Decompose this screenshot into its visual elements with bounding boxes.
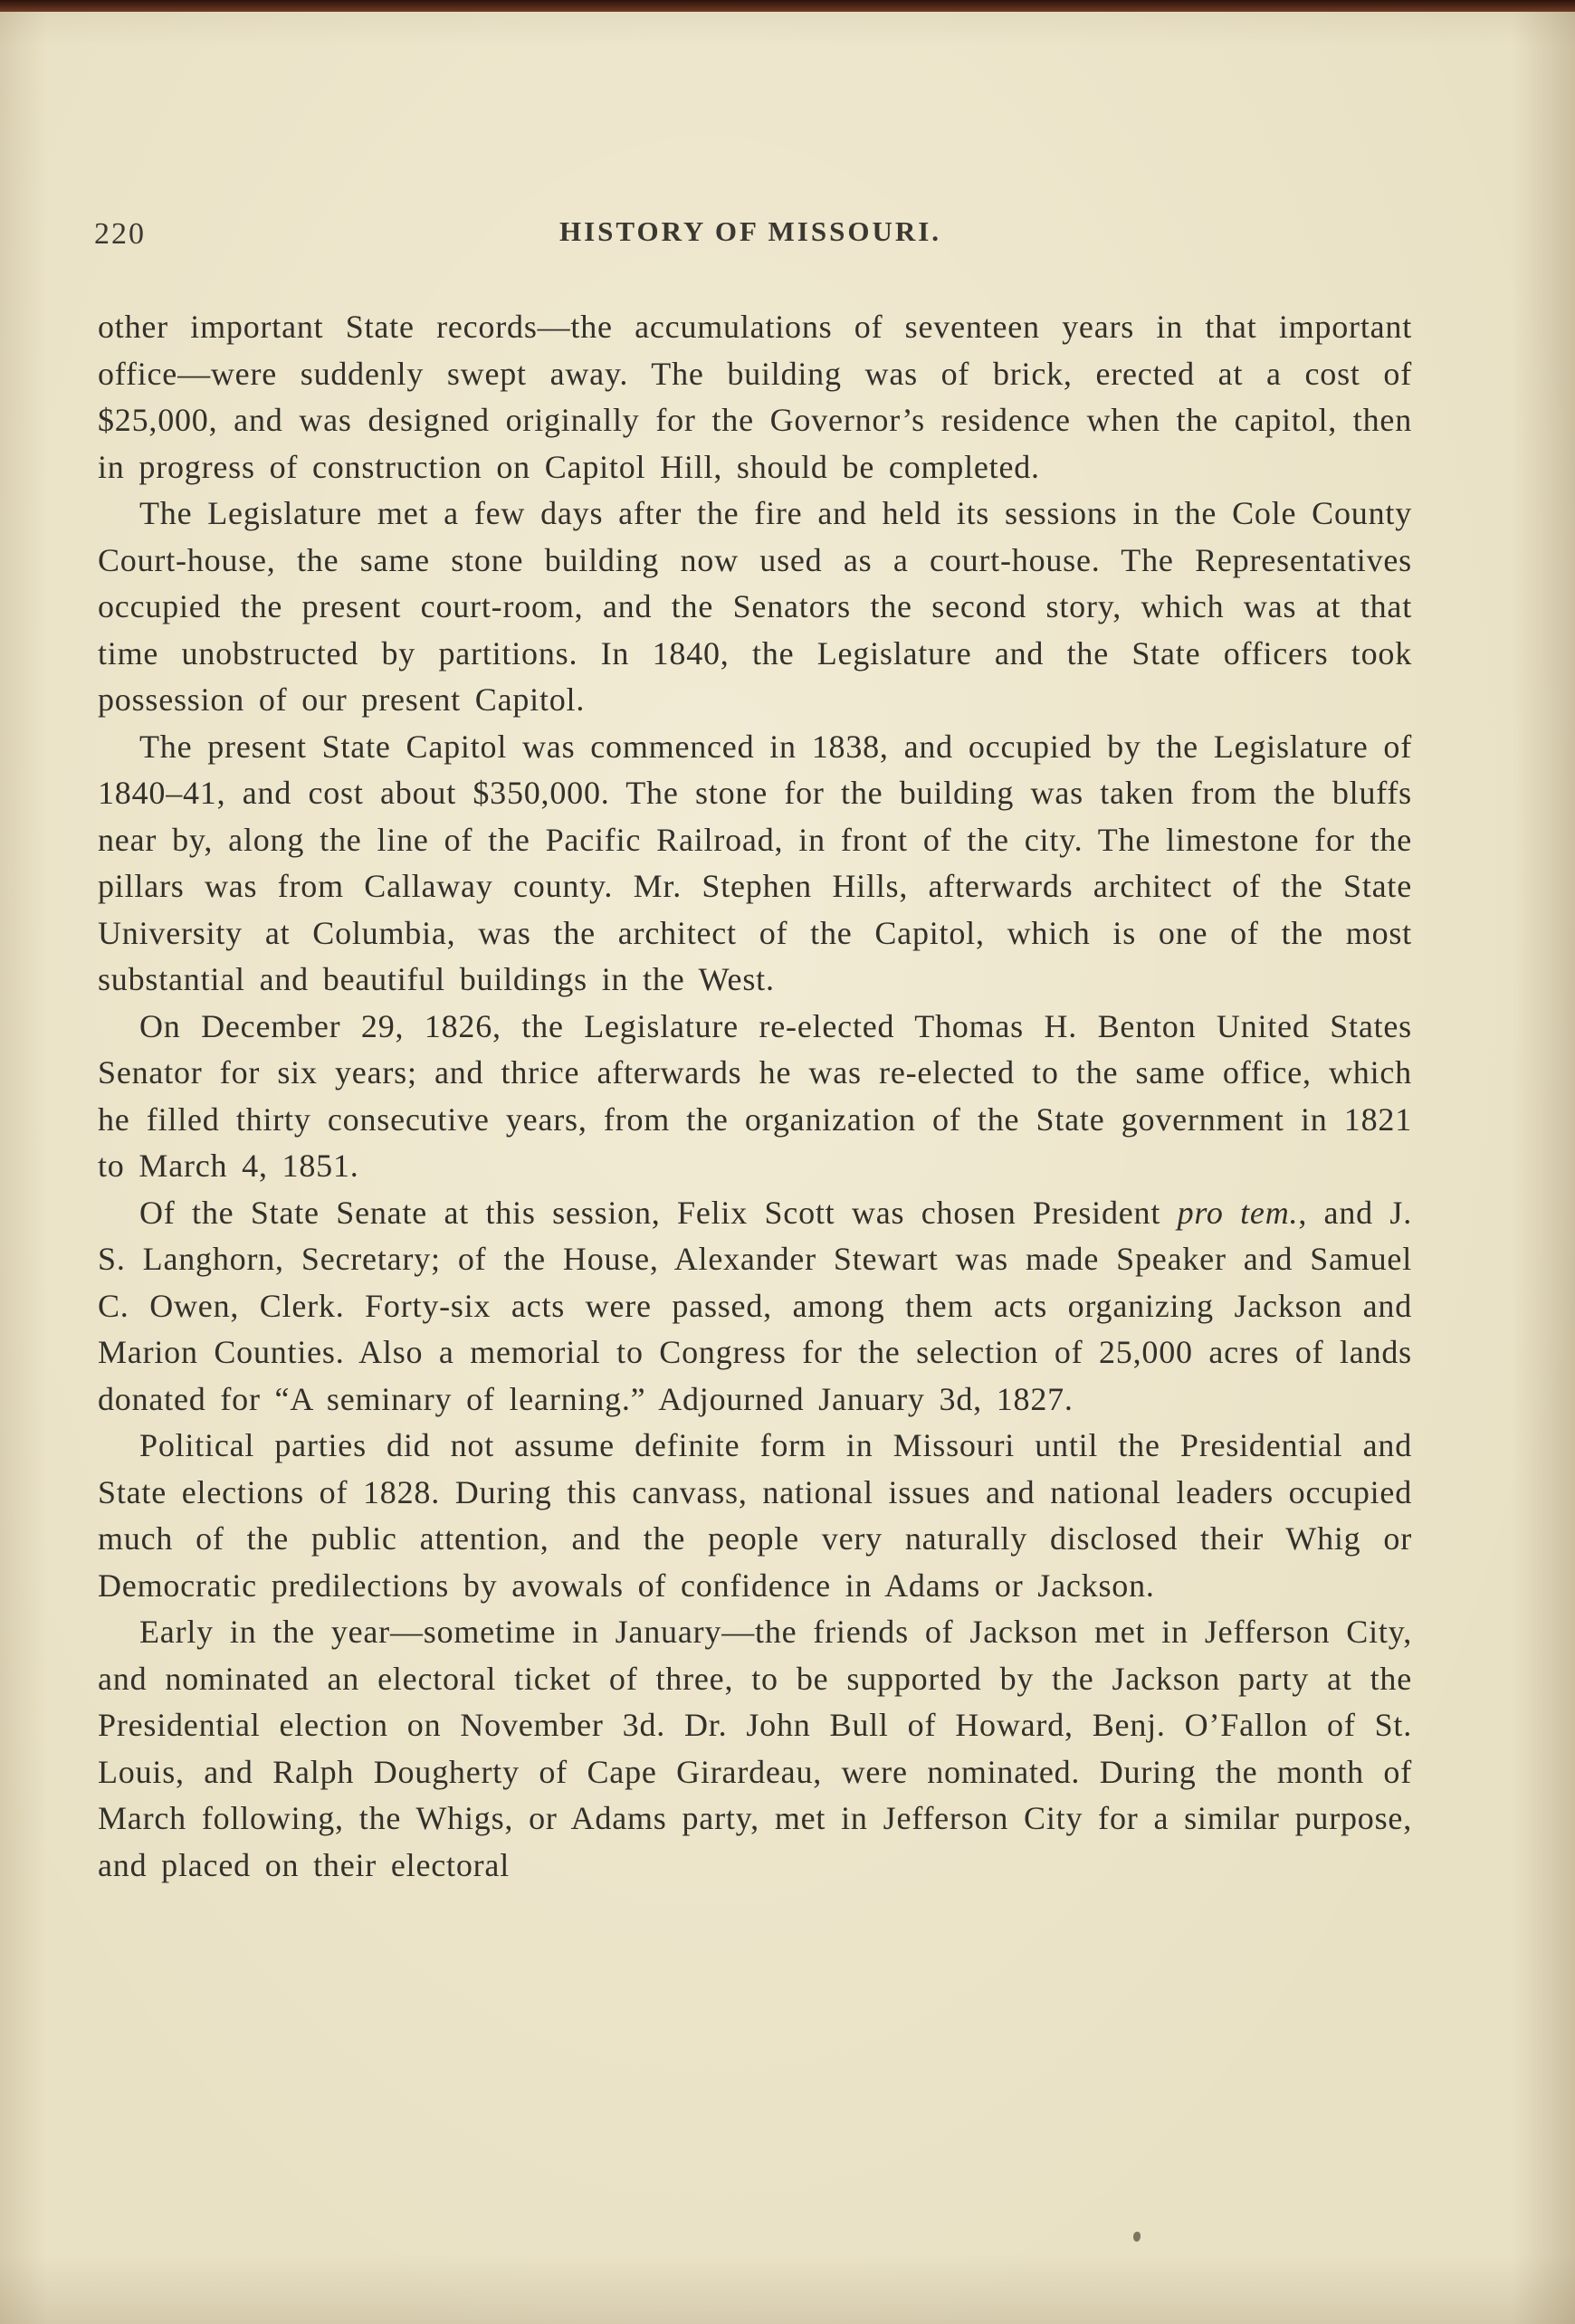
text-block xyxy=(98,304,1412,1889)
paragraph-2: The Legislature met a few days after the fire and held its sessions in the Cole County Court-house, the same stone building now used as a court-house. The Representatives occupied the present court-room, and the Senators the second story, which was at that time unobstructed by partitions. In 1840, the Legislature and the State officers took possession of our present Capitol. xyxy=(98,495,1412,718)
paragraph-1: other important State records—the accumulations of seventeen years in that important office—were suddenly swept away. The building was of brick, erected at a cost of $25,000, and was designed originally for the Governor’s residence when the capitol, then in progress of construction on Capitol Hill, should be completed. xyxy=(98,309,1412,485)
page-number: 220 xyxy=(94,217,146,251)
paragraph-5-italic-phrase: pro tem. xyxy=(1177,1194,1299,1231)
page-header xyxy=(94,215,1403,257)
paragraph-4: On December 29, 1826, the Legislature re-elected Thomas H. Benton United States Senator for six years; and thrice afterwards he was re-elected to the same office, which he filled thirty consecutive years, from the organization of the State government in 1821 to March 4, 1851. xyxy=(98,1007,1412,1184)
paragraph-5-text-before-italic: Of the State Senate at this session, Felix Scott was chosen President xyxy=(139,1194,1178,1231)
paragraph-3: The present State Capitol was commenced in 1838, and occupied by the Legislature of 1840–41, and cost about $350,000. The stone for the building was taken from the bluffs near by, along the line of the Pacific Railroad, in front of the city. The limestone for the pillars was from Callaway county. Mr. Stephen Hills, afterwards architect of the State University at Columbia, was the architect of the Capitol, which is one of the most substantial and beautiful buildings in the West. xyxy=(98,728,1412,997)
scan-edge-top xyxy=(0,0,1575,12)
paragraph-5-text-after-italic: , and J. S. Langhorn, Secretary; of the House, Alexander Stewart was made Speaker and Samuel C. Owen, Clerk. Forty-six acts were passed, among them acts organizing Jackson and Marion Counties. Also a memorial to Congress for the selection of 25,000 acres of lands donated for “A seminary of learning.” Adjourned January 3d, 1827. xyxy=(98,1194,1412,1417)
paragraph-5 xyxy=(98,1190,1412,1424)
ink-speck xyxy=(1133,2232,1141,2242)
paragraph-6: Political parties did not assume definite form in Missouri until the Presidential and State elections of 1828. During this canvass, national issues and national leaders occupied much of the public attention, and the people very naturally disclosed their Whig or Democratic predilections by avowals of confidence in Adams or Jackson. xyxy=(98,1427,1412,1604)
paragraph-7: Early in the year—sometime in January—the friends of Jackson met in Jefferson City, and nominated an electoral ticket of three, to be supported by the Jackson party at the Presidential election on November 3d. Dr. John Bull of Howard, Benj. O’Fallon of St. Louis, and Ralph Dougherty of Cape Girardeau, were nominated. During the month of March following, the Whigs, or Adams party, met in Jefferson City for a similar purpose, and placed on their electoral xyxy=(98,1614,1412,1883)
running-title: HISTORY OF MISSOURI. xyxy=(558,215,942,247)
